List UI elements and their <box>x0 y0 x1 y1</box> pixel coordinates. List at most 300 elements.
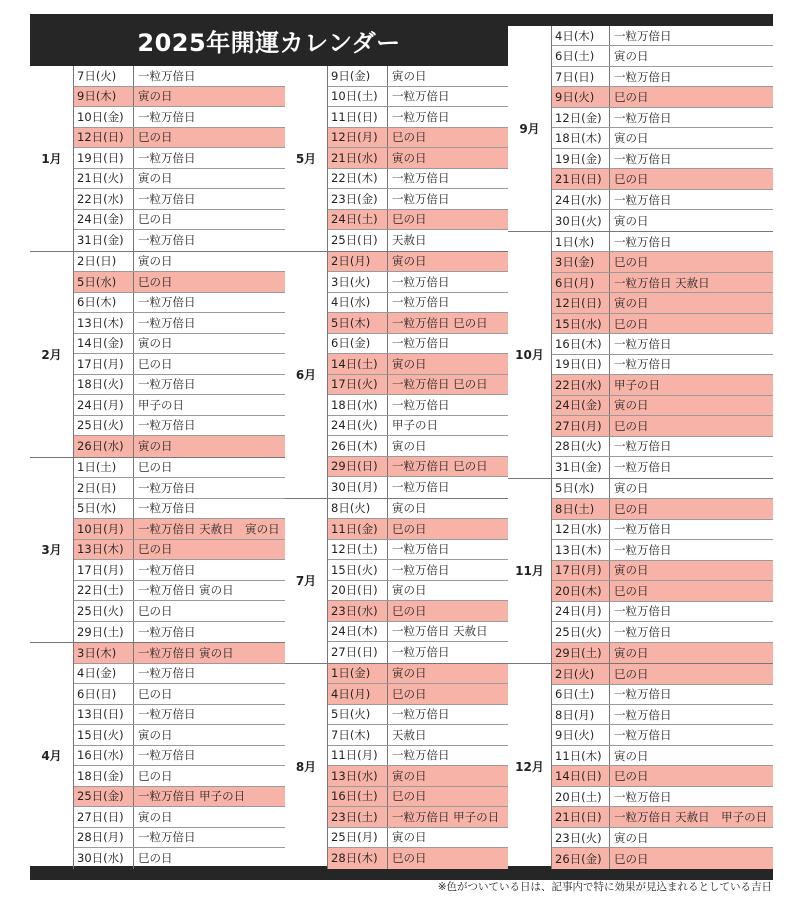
day-row <box>328 705 508 726</box>
day-events: 巳の日 <box>614 90 649 105</box>
day-date: 16日(土) <box>328 787 388 807</box>
day-row <box>74 334 285 355</box>
day-events: 寅の日 <box>138 254 173 269</box>
day-events: 一粒万倍日 <box>614 728 672 743</box>
day-date: 7日(火) <box>74 66 134 86</box>
day-list <box>552 664 773 869</box>
day-date: 18日(金) <box>74 766 134 786</box>
day-row <box>74 395 285 416</box>
day-date: 13日(日) <box>74 705 134 725</box>
footnote: ※色がついている日は、記事内で特に効果が見込まれるとしている吉日 <box>437 881 772 893</box>
day-events: 一粒万倍日 <box>614 707 672 722</box>
day-date: 14日(金) <box>74 334 134 354</box>
day-date: 9日(木) <box>74 87 134 107</box>
day-row <box>552 128 773 148</box>
day-row <box>552 273 773 293</box>
month-block <box>30 643 285 869</box>
day-events: 巳の日 <box>138 603 173 618</box>
day-date: 21日(水) <box>328 148 388 168</box>
day-date: 10日(金) <box>74 107 134 127</box>
day-row <box>552 602 773 622</box>
day-list <box>328 66 508 251</box>
day-date: 1日(土) <box>74 458 134 478</box>
day-events: 寅の日 <box>392 68 427 83</box>
day-events: 巳の日 <box>138 130 173 145</box>
day-events: 寅の日 <box>614 213 649 228</box>
day-date: 30日(月) <box>328 477 388 498</box>
day-events: 一粒万倍日 <box>138 418 196 433</box>
day-date: 25日(日) <box>328 230 388 251</box>
day-date: 23日(水) <box>328 601 388 621</box>
day-date: 24日(土) <box>328 210 388 230</box>
day-date: 12日(日) <box>552 293 610 312</box>
day-row <box>552 766 773 786</box>
day-date: 21日(火) <box>74 169 134 189</box>
day-events: 天赦日 <box>392 727 427 742</box>
day-list <box>328 499 508 663</box>
day-row <box>328 354 508 375</box>
day-date: 2日(火) <box>552 664 610 683</box>
day-date: 28日(木) <box>328 848 388 869</box>
day-events: 一粒万倍日 <box>138 480 196 495</box>
day-date: 8日(火) <box>328 499 388 519</box>
day-row <box>328 334 508 355</box>
day-date: 2日(日) <box>74 252 134 272</box>
day-events: 天赦日 <box>392 233 427 248</box>
day-date: 22日(土) <box>74 581 134 601</box>
day-date: 12日(金) <box>552 108 610 127</box>
day-row <box>328 519 508 540</box>
day-events: 一粒万倍日 <box>392 171 450 186</box>
day-date: 13日(水) <box>328 766 388 786</box>
day-row <box>552 396 773 416</box>
day-row <box>552 293 773 313</box>
day-row <box>74 272 285 293</box>
day-date: 3日(火) <box>328 272 388 292</box>
day-row <box>328 87 508 108</box>
day-events: 一粒万倍日 天赦日 <box>614 275 710 290</box>
day-row <box>74 252 285 273</box>
day-row <box>74 499 285 520</box>
day-events: 甲子の日 <box>392 418 438 433</box>
day-row <box>328 581 508 602</box>
month-block <box>285 66 508 252</box>
day-row <box>552 787 773 807</box>
day-date: 2日(日) <box>74 478 134 498</box>
day-row <box>74 828 285 849</box>
day-row <box>328 787 508 808</box>
day-date: 25日(金) <box>74 787 134 807</box>
day-row <box>552 540 773 560</box>
day-row <box>552 622 773 642</box>
day-date: 26日(金) <box>552 848 610 868</box>
calendar-column-3 <box>508 26 773 866</box>
day-date: 25日(火) <box>74 601 134 621</box>
day-row <box>74 787 285 808</box>
day-events: 寅の日 <box>614 748 649 763</box>
day-date: 24日(水) <box>552 190 610 209</box>
month-block <box>285 499 508 664</box>
day-date: 19日(金) <box>552 149 610 168</box>
day-date: 6日(金) <box>328 334 388 354</box>
day-date: 5日(水) <box>552 479 610 498</box>
day-events: 一粒万倍日 <box>138 666 196 681</box>
day-events: 一粒万倍日 <box>138 315 196 330</box>
day-events: 巳の日 <box>614 769 649 784</box>
day-row <box>328 107 508 128</box>
day-row <box>74 107 285 128</box>
day-events: 一粒万倍日 <box>392 645 450 660</box>
day-events: 巳の日 <box>614 316 649 331</box>
calendar-column-1 <box>30 66 285 866</box>
day-row <box>328 725 508 746</box>
month-label: 9月 <box>508 26 552 231</box>
day-list <box>74 66 285 251</box>
day-row <box>552 848 773 868</box>
day-date: 23日(金) <box>328 189 388 209</box>
day-row <box>552 664 773 684</box>
day-events: 寅の日 <box>392 830 427 845</box>
day-row <box>552 252 773 272</box>
day-events: 一粒万倍日 <box>614 789 672 804</box>
day-row <box>328 828 508 849</box>
day-date: 27日(日) <box>328 642 388 663</box>
month-block <box>508 479 773 664</box>
day-events: 甲子の日 <box>138 397 184 412</box>
day-row <box>552 499 773 519</box>
day-events: 巳の日 <box>614 666 649 681</box>
day-events: 一粒万倍日 <box>614 604 672 619</box>
day-events: 一粒万倍日 <box>614 439 672 454</box>
day-row <box>328 66 508 87</box>
day-row <box>328 313 508 334</box>
day-events: 巳の日 <box>392 521 427 536</box>
day-events: 寅の日 <box>138 171 173 186</box>
day-events: 寅の日 <box>392 150 427 165</box>
day-events: 寅の日 <box>392 356 427 371</box>
day-date: 21日(日) <box>552 169 610 188</box>
day-events: 寅の日 <box>614 131 649 146</box>
day-row <box>328 601 508 622</box>
day-events: 寅の日 <box>614 49 649 64</box>
day-date: 26日(水) <box>74 436 134 457</box>
day-row <box>552 705 773 725</box>
day-date: 3日(金) <box>552 252 610 271</box>
day-date: 9日(火) <box>552 725 610 744</box>
day-row <box>328 169 508 190</box>
day-events: 一粒万倍日 <box>138 295 196 310</box>
day-row <box>74 293 285 314</box>
day-events: 一粒万倍日 甲子の日 <box>392 809 500 824</box>
day-date: 13日(木) <box>552 540 610 559</box>
day-row <box>74 848 285 869</box>
day-date: 16日(水) <box>74 746 134 766</box>
day-date: 5日(木) <box>328 313 388 333</box>
day-events: 一粒万倍日 <box>392 295 450 310</box>
day-date: 10日(土) <box>328 87 388 107</box>
day-row <box>328 664 508 685</box>
day-events: 一粒万倍日 天赦日 寅の日 <box>138 521 280 536</box>
day-row <box>328 684 508 705</box>
day-date: 30日(火) <box>552 210 610 230</box>
day-date: 15日(水) <box>552 314 610 333</box>
day-date: 4日(水) <box>328 293 388 313</box>
day-row <box>74 354 285 375</box>
day-events: 巳の日 <box>392 603 427 618</box>
day-events: 一粒万倍日 <box>614 69 672 84</box>
day-events: 一粒万倍日 寅の日 <box>138 645 234 660</box>
day-events: 一粒万倍日 <box>614 337 672 351</box>
day-row <box>552 87 773 107</box>
day-row <box>552 643 773 663</box>
day-events: 一粒万倍日 天赦日 甲子の日 <box>614 810 768 825</box>
day-date: 23日(土) <box>328 807 388 827</box>
day-date: 11日(月) <box>328 746 388 766</box>
day-events: 甲子の日 <box>614 377 660 392</box>
month-label: 2月 <box>30 252 74 457</box>
month-label: 1月 <box>30 66 74 251</box>
day-events: 寅の日 <box>392 438 427 453</box>
day-events: 一粒万倍日 <box>614 624 672 639</box>
day-events: 巳の日 <box>614 172 649 187</box>
month-block <box>285 252 508 499</box>
month-label: 7月 <box>285 499 328 663</box>
day-row <box>552 149 773 169</box>
day-events: 巳の日 <box>138 274 173 289</box>
day-row <box>74 87 285 108</box>
day-date: 1日(水) <box>552 232 610 251</box>
day-row <box>74 766 285 787</box>
day-events: 一粒万倍日 <box>392 397 450 412</box>
day-date: 5日(火) <box>328 705 388 725</box>
day-row <box>74 807 285 828</box>
day-events: 一粒万倍日 <box>392 109 450 124</box>
day-date: 15日(火) <box>328 560 388 580</box>
month-block <box>508 232 773 479</box>
day-date: 9日(金) <box>328 66 388 86</box>
day-date: 6日(日) <box>74 684 134 704</box>
day-date: 25日(火) <box>552 622 610 641</box>
day-date: 19日(日) <box>552 355 610 374</box>
day-events: 巳の日 <box>138 768 173 783</box>
day-date: 15日(火) <box>74 725 134 745</box>
day-date: 24日(木) <box>328 622 388 642</box>
day-date: 22日(水) <box>74 189 134 209</box>
month-label: 12月 <box>508 664 552 869</box>
day-row <box>328 416 508 437</box>
day-events: 巳の日 <box>138 542 173 557</box>
day-row <box>328 230 508 251</box>
day-row <box>328 766 508 787</box>
day-events: 一粒万倍日 甲子の日 <box>138 789 246 804</box>
day-date: 28日(火) <box>552 437 610 456</box>
day-row <box>552 746 773 766</box>
day-date: 20日(日) <box>328 581 388 601</box>
day-date: 18日(木) <box>552 128 610 147</box>
day-events: 寅の日 <box>138 89 173 104</box>
day-date: 11日(日) <box>328 107 388 127</box>
day-date: 7日(日) <box>552 67 610 86</box>
page-title: 2025年開運カレンダー <box>137 28 401 57</box>
day-row <box>328 272 508 293</box>
day-date: 12日(日) <box>74 128 134 148</box>
day-events: 一粒万倍日 <box>138 377 196 392</box>
day-row <box>328 148 508 169</box>
day-events: 一粒万倍日 <box>138 830 196 845</box>
day-events: 一粒万倍日 <box>614 687 672 702</box>
day-date: 24日(月) <box>552 602 610 621</box>
day-row <box>328 189 508 210</box>
month-block <box>285 664 508 869</box>
day-date: 21日(日) <box>552 807 610 826</box>
day-row <box>552 479 773 499</box>
day-date: 24日(月) <box>74 395 134 415</box>
day-date: 29日(土) <box>74 622 134 643</box>
day-events: 巳の日 <box>138 212 173 227</box>
day-date: 31日(金) <box>74 230 134 251</box>
day-events: 寅の日 <box>138 809 173 824</box>
day-date: 20日(土) <box>552 787 610 806</box>
day-row <box>74 725 285 746</box>
day-row <box>552 67 773 87</box>
day-date: 24日(金) <box>552 396 610 415</box>
day-events: 一粒万倍日 <box>138 109 196 124</box>
day-events: 一粒万倍日 <box>614 28 672 43</box>
day-date: 2日(月) <box>328 252 388 272</box>
day-events: 巳の日 <box>392 851 427 866</box>
day-events: 巳の日 <box>138 356 173 371</box>
day-date: 27日(月) <box>552 416 610 435</box>
day-events: 一粒万倍日 <box>392 89 450 104</box>
day-row <box>552 561 773 581</box>
day-row <box>552 210 773 230</box>
day-row <box>74 746 285 767</box>
day-date: 8日(月) <box>552 705 610 724</box>
day-row <box>552 581 773 601</box>
day-row <box>74 230 285 251</box>
day-row <box>328 375 508 396</box>
day-list <box>552 26 773 231</box>
day-date: 6日(月) <box>552 273 610 292</box>
day-row <box>328 540 508 561</box>
day-events: 寅の日 <box>614 398 649 413</box>
day-row <box>74 189 285 210</box>
day-row <box>552 334 773 354</box>
month-label: 5月 <box>285 66 328 251</box>
day-events: 寅の日 <box>614 830 649 845</box>
day-row <box>74 519 285 540</box>
day-row <box>328 457 508 478</box>
month-block <box>30 458 285 644</box>
day-events: 一粒万倍日 <box>614 460 672 475</box>
day-date: 28日(月) <box>74 828 134 848</box>
day-date: 11日(金) <box>328 519 388 539</box>
day-events: 巳の日 <box>392 130 427 145</box>
day-row <box>552 26 773 46</box>
calendar-column-2 <box>285 66 508 866</box>
day-events: 巳の日 <box>614 255 649 270</box>
day-row <box>74 643 285 664</box>
day-date: 17日(月) <box>552 561 610 580</box>
day-events: 巳の日 <box>138 851 173 866</box>
day-date: 6日(土) <box>552 685 610 704</box>
day-events: 一粒万倍日 巳の日 <box>392 459 488 474</box>
day-events: 一粒万倍日 <box>138 707 196 722</box>
day-row <box>74 128 285 149</box>
title-bar <box>30 14 508 66</box>
day-events: 一粒万倍日 <box>138 501 196 516</box>
day-events: 巳の日 <box>614 501 649 516</box>
day-row <box>552 457 773 477</box>
month-label: 8月 <box>285 664 328 869</box>
day-date: 5日(水) <box>74 272 134 292</box>
day-date: 17日(火) <box>328 375 388 395</box>
day-events: 一粒万倍日 <box>614 110 672 125</box>
day-events: 寅の日 <box>614 296 649 311</box>
day-row <box>328 499 508 520</box>
day-events: 一粒万倍日 <box>138 562 196 577</box>
day-date: 5日(水) <box>74 499 134 519</box>
day-events: 一粒万倍日 <box>138 233 196 248</box>
month-label: 3月 <box>30 458 74 643</box>
day-row <box>74 560 285 581</box>
day-row <box>328 128 508 149</box>
day-events: 一粒万倍日 <box>392 480 450 495</box>
day-date: 29日(土) <box>552 643 610 663</box>
day-events: 巳の日 <box>138 686 173 701</box>
day-date: 10日(月) <box>74 519 134 539</box>
month-block <box>30 66 285 252</box>
day-events: 巳の日 <box>392 789 427 804</box>
month-block <box>508 26 773 232</box>
day-events: 寅の日 <box>392 666 427 681</box>
day-row <box>552 416 773 436</box>
day-events: 巳の日 <box>392 686 427 701</box>
day-list <box>74 643 285 869</box>
day-date: 13日(木) <box>74 313 134 333</box>
day-row <box>74 581 285 602</box>
day-events: 巳の日 <box>392 212 427 227</box>
day-events: 一粒万倍日 <box>614 522 672 537</box>
day-row <box>328 848 508 869</box>
day-date: 18日(水) <box>328 395 388 415</box>
day-date: 12日(土) <box>328 540 388 560</box>
day-events: 一粒万倍日 <box>614 542 672 557</box>
day-row <box>328 210 508 231</box>
day-events: 巳の日 <box>614 418 649 433</box>
day-events: 一粒万倍日 巳の日 <box>392 377 488 392</box>
month-label: 4月 <box>30 643 74 869</box>
day-row <box>74 540 285 561</box>
day-row <box>74 601 285 622</box>
day-row <box>328 293 508 314</box>
day-row <box>552 314 773 334</box>
day-events: 一粒万倍日 <box>392 562 450 577</box>
day-events: 一粒万倍日 <box>392 748 450 763</box>
day-events: 一粒万倍日 <box>138 191 196 206</box>
day-date: 31日(金) <box>552 457 610 477</box>
day-date: 4日(月) <box>328 684 388 704</box>
day-events: 一粒万倍日 <box>392 274 450 289</box>
day-events: 一粒万倍日 巳の日 <box>392 315 488 330</box>
day-row <box>552 807 773 827</box>
day-row <box>328 622 508 643</box>
day-events: 一粒万倍日 <box>392 707 450 722</box>
day-row <box>552 828 773 848</box>
day-date: 25日(火) <box>74 416 134 436</box>
day-row <box>74 148 285 169</box>
day-row <box>328 395 508 416</box>
